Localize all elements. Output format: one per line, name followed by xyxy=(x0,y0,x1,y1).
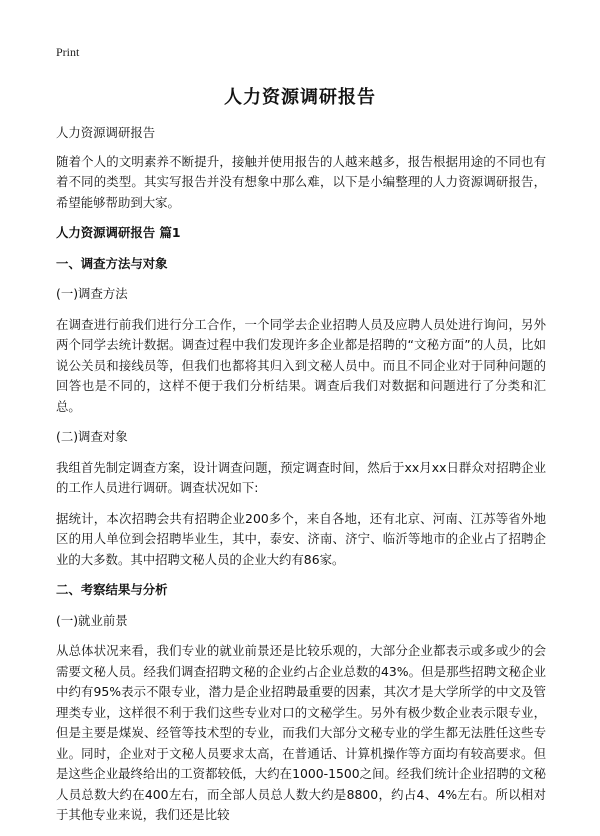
document-body xyxy=(56,123,546,836)
document-title: 人力资源调研报告 xyxy=(224,87,376,108)
article-heading: 人力资源调研报告 篇1 xyxy=(56,225,181,240)
section2-sub1-paragraph: 从总体状况来看，我们专业的就业前景还是比较乐观的，大部分企业都表示或多或少的会需要文秘人员。经我们调查招聘文秘的企业约占企业总数的43%。但是那些招聘文秘企业中约有95%表示不限专业，潜力是企业招聘最重要的因素，其次才是大学所学的中文及管理类专业，这样很不利于我们这些专业对口的文秘学生。另外有极少数企业表示限专业，但是主要是煤炭、经管等技术型的专业，而我们大部分文秘专业的学生都无法胜任这些专业。同时，企业对于文秘人员要求太高，在普通话、计算机操作等方面均有较高要求。但是这些企业最终给出的工资都较低，大约在1000-1500之间。经我们统计企业招聘的文秘人员总数大约在400左右，而全部人员总人数大约是8800，约占4、4%左右。所以相对于其他专业来说，我们还是比较 xyxy=(56,643,546,822)
document-subtitle: 人力资源调研报告 xyxy=(56,125,156,140)
section1-heading: 一、调查方法与对象 xyxy=(56,255,168,271)
section1-sub2-paragraph-1: 我组首先制定调查方案，设计调查问题，预定调查时间，然后于xx月xx日群众对招聘企业的工作人员进行调研。调查状况如下: xyxy=(56,459,546,495)
section1-sub2-paragraph-2: 据统计，本次招聘会共有招聘企业200多个，来自各地，还有北京、河南、江苏等省外地区的用人单位到会招聘毕业生，其中，泰安、济南、济宁、临沂等地市的企业占了招聘企业的大多数。其中招聘文秘人员的企业大约有86家。 xyxy=(56,510,546,567)
print-label: Print xyxy=(56,45,80,59)
section1-sub2-heading: (二)调查对象 xyxy=(56,429,128,444)
section1-sub1-heading: (一)调查方法 xyxy=(56,286,128,301)
section2-sub1-heading: (一)就业前景 xyxy=(56,612,128,628)
section2-heading: 二、考察结果与分析 xyxy=(56,582,168,597)
section1-sub1-paragraph: 在调查进行前我们进行分工合作，一个同学去企业招聘人员及应聘人员处进行询问，另外两个同学去统计数据。调查过程中我们发现许多企业都是招聘的“文秘方面”的人员，比如说公关员和接线员等，但我们也都将其归入到文秘人员中。而且不同企业对于同种问题的回答也是不同的，这样不便于我们分析结果。调查后我们对数据和问题进行了分类和汇总。 xyxy=(56,316,546,414)
intro-paragraph: 随着个人的文明素养不断提升，接触并使用报告的人越来越多，报告根据用途的不同也有着不同的类型。其实写报告并没有想象中那么难，以下是小编整理的人力资源调研报告，希望能够帮助到大家。 xyxy=(56,153,546,210)
